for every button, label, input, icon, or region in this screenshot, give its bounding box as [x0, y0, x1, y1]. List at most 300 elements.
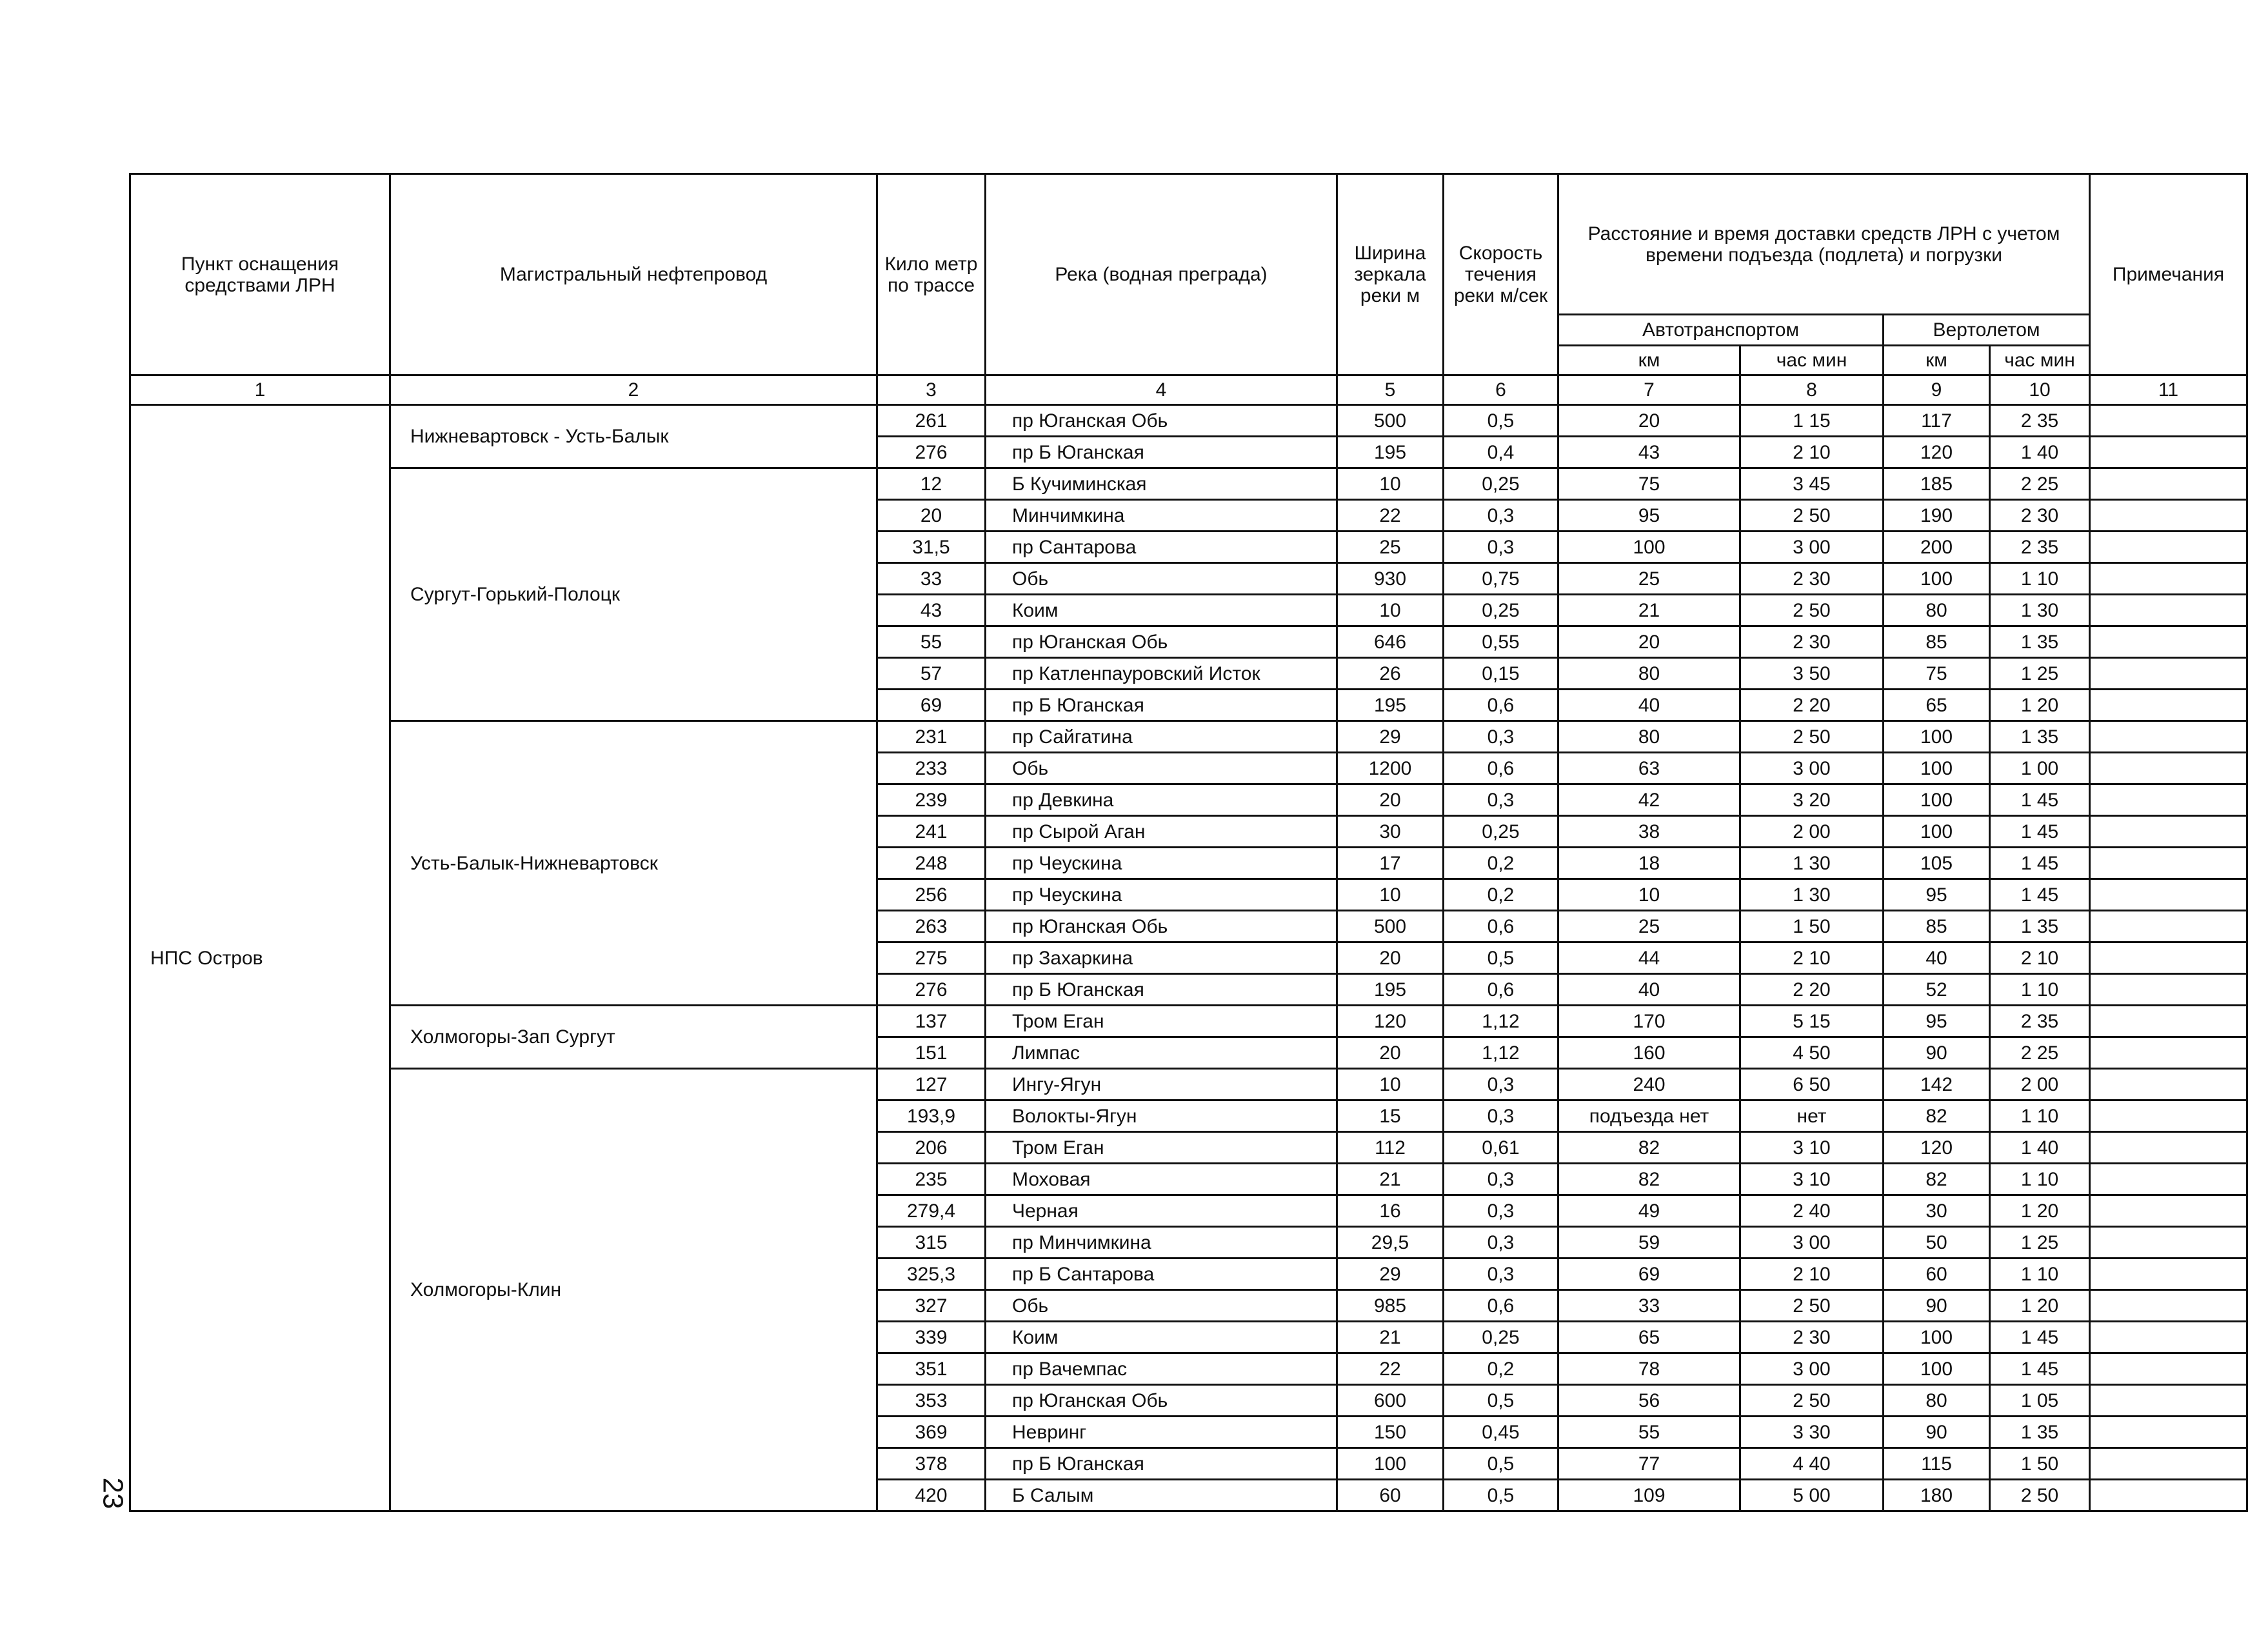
- auto-km-cell: 38: [1558, 816, 1740, 848]
- notes-cell: [2090, 879, 2247, 911]
- heli-km-cell: 120: [1884, 437, 1990, 468]
- width-cell: 20: [1337, 942, 1444, 974]
- river-cell: пр Девкина: [986, 784, 1337, 816]
- header-time-unit-1: час мин: [1740, 346, 1884, 375]
- width-cell: 10: [1337, 468, 1444, 500]
- heli-time-cell: 1 05: [1990, 1385, 2090, 1417]
- heli-km-cell: 185: [1884, 468, 1990, 500]
- header-km-unit-1: км: [1558, 346, 1740, 375]
- speed-cell: 0,6: [1444, 911, 1558, 942]
- river-cell: пр Юганская Обь: [986, 626, 1337, 658]
- notes-cell: [2090, 1069, 2247, 1100]
- header-km-unit-2: км: [1884, 346, 1990, 375]
- heli-time-cell: 2 50: [1990, 1480, 2090, 1511]
- notes-cell: [2090, 1037, 2247, 1069]
- km-cell: 248: [877, 848, 986, 879]
- speed-cell: 0,5: [1444, 1448, 1558, 1480]
- auto-km-cell: 20: [1558, 405, 1740, 437]
- heli-km-cell: 95: [1884, 1006, 1990, 1037]
- speed-cell: 0,3: [1444, 500, 1558, 532]
- speed-cell: 0,3: [1444, 1069, 1558, 1100]
- width-cell: 22: [1337, 1353, 1444, 1385]
- auto-time-cell: 3 00: [1740, 1227, 1884, 1259]
- speed-cell: 0,5: [1444, 1480, 1558, 1511]
- speed-cell: 0,6: [1444, 753, 1558, 784]
- width-cell: 21: [1337, 1322, 1444, 1353]
- auto-km-cell: 78: [1558, 1353, 1740, 1385]
- notes-cell: [2090, 468, 2247, 500]
- river-cell: Волокты-Ягун: [986, 1100, 1337, 1132]
- km-cell: 325,3: [877, 1259, 986, 1290]
- speed-cell: 0,2: [1444, 879, 1558, 911]
- column-number: 9: [1884, 375, 1990, 405]
- km-cell: 20: [877, 500, 986, 532]
- river-cell: пр Б Юганская: [986, 1448, 1337, 1480]
- header-heli: Вертолетом: [1884, 315, 2090, 346]
- auto-time-cell: 2 50: [1740, 595, 1884, 626]
- heli-km-cell: 200: [1884, 532, 1990, 563]
- width-cell: 25: [1337, 532, 1444, 563]
- heli-time-cell: 2 35: [1990, 1006, 2090, 1037]
- width-cell: 22: [1337, 500, 1444, 532]
- auto-km-cell: 80: [1558, 658, 1740, 690]
- notes-cell: [2090, 1259, 2247, 1290]
- notes-cell: [2090, 563, 2247, 595]
- km-cell: 351: [877, 1353, 986, 1385]
- km-cell: 33: [877, 563, 986, 595]
- km-cell: 263: [877, 911, 986, 942]
- notes-cell: [2090, 1227, 2247, 1259]
- page-number: 23: [97, 1477, 129, 1509]
- heli-time-cell: 1 10: [1990, 974, 2090, 1006]
- km-cell: 43: [877, 595, 986, 626]
- heli-km-cell: 80: [1884, 595, 1990, 626]
- auto-time-cell: 3 50: [1740, 658, 1884, 690]
- column-number: 6: [1444, 375, 1558, 405]
- speed-cell: 0,2: [1444, 1353, 1558, 1385]
- heli-km-cell: 82: [1884, 1164, 1990, 1195]
- heli-km-cell: 65: [1884, 690, 1990, 721]
- heli-time-cell: 1 35: [1990, 721, 2090, 753]
- width-cell: 10: [1337, 879, 1444, 911]
- km-cell: 276: [877, 437, 986, 468]
- heli-time-cell: 1 10: [1990, 1100, 2090, 1132]
- heli-time-cell: 1 25: [1990, 1227, 2090, 1259]
- width-cell: 26: [1337, 658, 1444, 690]
- point-name: НПС Остров: [130, 405, 390, 1511]
- table-row: [130, 468, 2247, 500]
- speed-cell: 0,6: [1444, 690, 1558, 721]
- width-cell: 29: [1337, 721, 1444, 753]
- speed-cell: 0,3: [1444, 784, 1558, 816]
- heli-km-cell: 85: [1884, 626, 1990, 658]
- heli-time-cell: 1 25: [1990, 658, 2090, 690]
- km-cell: 193,9: [877, 1100, 986, 1132]
- auto-time-cell: 2 10: [1740, 1259, 1884, 1290]
- notes-cell: [2090, 974, 2247, 1006]
- km-cell: 57: [877, 658, 986, 690]
- auto-time-cell: 3 00: [1740, 1353, 1884, 1385]
- km-cell: 55: [877, 626, 986, 658]
- width-cell: 500: [1337, 911, 1444, 942]
- width-cell: 29: [1337, 1259, 1444, 1290]
- width-cell: 195: [1337, 437, 1444, 468]
- river-cell: Обь: [986, 1290, 1337, 1322]
- auto-km-cell: подъезда нет: [1558, 1100, 1740, 1132]
- auto-time-cell: 2 00: [1740, 816, 1884, 848]
- header-point: Пункт оснащения средствами ЛРН: [130, 174, 390, 375]
- heli-time-cell: 1 45: [1990, 784, 2090, 816]
- auto-time-cell: 3 10: [1740, 1164, 1884, 1195]
- notes-cell: [2090, 721, 2247, 753]
- notes-cell: [2090, 911, 2247, 942]
- width-cell: 195: [1337, 690, 1444, 721]
- heli-km-cell: 190: [1884, 500, 1990, 532]
- width-cell: 500: [1337, 405, 1444, 437]
- auto-km-cell: 80: [1558, 721, 1740, 753]
- auto-time-cell: 2 50: [1740, 1290, 1884, 1322]
- width-cell: 17: [1337, 848, 1444, 879]
- heli-km-cell: 40: [1884, 942, 1990, 974]
- width-cell: 150: [1337, 1417, 1444, 1448]
- notes-cell: [2090, 405, 2247, 437]
- pipeline-name: Нижневартовск - Усть-Балык: [390, 405, 877, 468]
- heli-time-cell: 2 10: [1990, 942, 2090, 974]
- notes-cell: [2090, 848, 2247, 879]
- heli-time-cell: 1 30: [1990, 595, 2090, 626]
- river-crossings-table: [129, 173, 2248, 1512]
- width-cell: 29,5: [1337, 1227, 1444, 1259]
- auto-km-cell: 40: [1558, 690, 1740, 721]
- heli-time-cell: 1 35: [1990, 626, 2090, 658]
- speed-cell: 0,55: [1444, 626, 1558, 658]
- river-cell: Тром Еган: [986, 1006, 1337, 1037]
- km-cell: 420: [877, 1480, 986, 1511]
- auto-km-cell: 18: [1558, 848, 1740, 879]
- km-cell: 231: [877, 721, 986, 753]
- km-cell: 275: [877, 942, 986, 974]
- heli-time-cell: 1 45: [1990, 816, 2090, 848]
- table-row: [130, 1069, 2247, 1100]
- river-cell: пр Сырой Аган: [986, 816, 1337, 848]
- auto-time-cell: 3 20: [1740, 784, 1884, 816]
- river-cell: Тром Еган: [986, 1132, 1337, 1164]
- speed-cell: 0,3: [1444, 1259, 1558, 1290]
- km-cell: 137: [877, 1006, 986, 1037]
- heli-km-cell: 75: [1884, 658, 1990, 690]
- heli-km-cell: 100: [1884, 1353, 1990, 1385]
- heli-km-cell: 142: [1884, 1069, 1990, 1100]
- speed-cell: 0,25: [1444, 1322, 1558, 1353]
- notes-cell: [2090, 942, 2247, 974]
- auto-km-cell: 40: [1558, 974, 1740, 1006]
- auto-time-cell: 4 50: [1740, 1037, 1884, 1069]
- auto-time-cell: нет: [1740, 1100, 1884, 1132]
- column-number: 2: [390, 375, 877, 405]
- km-cell: 378: [877, 1448, 986, 1480]
- heli-time-cell: 1 45: [1990, 879, 2090, 911]
- auto-km-cell: 25: [1558, 563, 1740, 595]
- auto-km-cell: 75: [1558, 468, 1740, 500]
- width-cell: 60: [1337, 1480, 1444, 1511]
- notes-cell: [2090, 532, 2247, 563]
- width-cell: 20: [1337, 784, 1444, 816]
- column-number: 11: [2090, 375, 2247, 405]
- width-cell: 100: [1337, 1448, 1444, 1480]
- auto-km-cell: 109: [1558, 1480, 1740, 1511]
- heli-time-cell: 1 10: [1990, 1164, 2090, 1195]
- notes-cell: [2090, 658, 2247, 690]
- notes-cell: [2090, 690, 2247, 721]
- river-cell: Обь: [986, 753, 1337, 784]
- auto-km-cell: 240: [1558, 1069, 1740, 1100]
- km-cell: 241: [877, 816, 986, 848]
- width-cell: 600: [1337, 1385, 1444, 1417]
- speed-cell: 0,25: [1444, 816, 1558, 848]
- river-cell: пр Захаркина: [986, 942, 1337, 974]
- river-cell: пр Чеускина: [986, 848, 1337, 879]
- heli-km-cell: 30: [1884, 1195, 1990, 1227]
- river-cell: Обь: [986, 563, 1337, 595]
- heli-time-cell: 1 20: [1990, 1195, 2090, 1227]
- river-cell: Коим: [986, 1322, 1337, 1353]
- auto-time-cell: 1 30: [1740, 848, 1884, 879]
- km-cell: 127: [877, 1069, 986, 1100]
- speed-cell: 0,6: [1444, 974, 1558, 1006]
- speed-cell: 0,5: [1444, 942, 1558, 974]
- notes-cell: [2090, 816, 2247, 848]
- header-width: Ширина зеркала реки м: [1337, 174, 1444, 375]
- river-cell: Минчимкина: [986, 500, 1337, 532]
- heli-km-cell: 100: [1884, 816, 1990, 848]
- auto-time-cell: 4 40: [1740, 1448, 1884, 1480]
- speed-cell: 0,3: [1444, 1195, 1558, 1227]
- auto-time-cell: 2 50: [1740, 1385, 1884, 1417]
- auto-km-cell: 82: [1558, 1132, 1740, 1164]
- notes-cell: [2090, 753, 2247, 784]
- river-cell: пр Вачемпас: [986, 1353, 1337, 1385]
- km-cell: 276: [877, 974, 986, 1006]
- auto-time-cell: 3 30: [1740, 1417, 1884, 1448]
- heli-time-cell: 1 50: [1990, 1448, 2090, 1480]
- header-km: Кило метр по трассе: [877, 174, 986, 375]
- table-row: [130, 405, 2247, 437]
- header-speed: Скорость течения реки м/сек: [1444, 174, 1558, 375]
- km-cell: 239: [877, 784, 986, 816]
- km-cell: 235: [877, 1164, 986, 1195]
- km-cell: 12: [877, 468, 986, 500]
- speed-cell: 0,5: [1444, 405, 1558, 437]
- width-cell: 21: [1337, 1164, 1444, 1195]
- auto-km-cell: 69: [1558, 1259, 1740, 1290]
- pipeline-name: Холмогоры-Клин: [390, 1069, 877, 1511]
- auto-time-cell: 1 15: [1740, 405, 1884, 437]
- heli-time-cell: 2 25: [1990, 468, 2090, 500]
- km-cell: 233: [877, 753, 986, 784]
- river-cell: пр Б Сантарова: [986, 1259, 1337, 1290]
- auto-km-cell: 100: [1558, 532, 1740, 563]
- speed-cell: 0,45: [1444, 1417, 1558, 1448]
- heli-time-cell: 1 20: [1990, 690, 2090, 721]
- width-cell: 10: [1337, 595, 1444, 626]
- speed-cell: 0,3: [1444, 1227, 1558, 1259]
- speed-cell: 0,75: [1444, 563, 1558, 595]
- heli-km-cell: 100: [1884, 721, 1990, 753]
- heli-km-cell: 85: [1884, 911, 1990, 942]
- auto-time-cell: 3 10: [1740, 1132, 1884, 1164]
- notes-cell: [2090, 1417, 2247, 1448]
- km-cell: 261: [877, 405, 986, 437]
- km-cell: 256: [877, 879, 986, 911]
- heli-time-cell: 1 20: [1990, 1290, 2090, 1322]
- km-cell: 151: [877, 1037, 986, 1069]
- auto-km-cell: 43: [1558, 437, 1740, 468]
- column-number: 3: [877, 375, 986, 405]
- river-cell: Б Салым: [986, 1480, 1337, 1511]
- notes-cell: [2090, 1164, 2247, 1195]
- column-number: 4: [986, 375, 1337, 405]
- auto-km-cell: 82: [1558, 1164, 1740, 1195]
- heli-km-cell: 115: [1884, 1448, 1990, 1480]
- heli-km-cell: 105: [1884, 848, 1990, 879]
- auto-time-cell: 2 20: [1740, 690, 1884, 721]
- auto-time-cell: 2 10: [1740, 437, 1884, 468]
- column-number: 10: [1990, 375, 2090, 405]
- speed-cell: 1,12: [1444, 1037, 1558, 1069]
- river-cell: Моховая: [986, 1164, 1337, 1195]
- table-row: [130, 1006, 2247, 1037]
- width-cell: 195: [1337, 974, 1444, 1006]
- auto-km-cell: 25: [1558, 911, 1740, 942]
- pipeline-name: Холмогоры-Зап Сургут: [390, 1006, 877, 1069]
- heli-km-cell: 117: [1884, 405, 1990, 437]
- notes-cell: [2090, 437, 2247, 468]
- km-cell: 339: [877, 1322, 986, 1353]
- river-cell: пр Сантарова: [986, 532, 1337, 563]
- width-cell: 112: [1337, 1132, 1444, 1164]
- auto-km-cell: 170: [1558, 1006, 1740, 1037]
- auto-km-cell: 33: [1558, 1290, 1740, 1322]
- auto-time-cell: 2 10: [1740, 942, 1884, 974]
- column-number: 8: [1740, 375, 1884, 405]
- river-cell: пр Б Юганская: [986, 974, 1337, 1006]
- auto-time-cell: 2 30: [1740, 626, 1884, 658]
- river-cell: пр Б Юганская: [986, 690, 1337, 721]
- heli-time-cell: 2 00: [1990, 1069, 2090, 1100]
- km-cell: 279,4: [877, 1195, 986, 1227]
- speed-cell: 0,3: [1444, 1164, 1558, 1195]
- column-number: 1: [130, 375, 390, 405]
- river-cell: пр Б Юганская: [986, 437, 1337, 468]
- notes-cell: [2090, 626, 2247, 658]
- heli-km-cell: 50: [1884, 1227, 1990, 1259]
- auto-km-cell: 55: [1558, 1417, 1740, 1448]
- auto-km-cell: 95: [1558, 500, 1740, 532]
- auto-km-cell: 160: [1558, 1037, 1740, 1069]
- speed-cell: 0,61: [1444, 1132, 1558, 1164]
- width-cell: 30: [1337, 816, 1444, 848]
- speed-cell: 1,12: [1444, 1006, 1558, 1037]
- river-cell: пр Юганская Обь: [986, 911, 1337, 942]
- river-cell: пр Сайгатина: [986, 721, 1337, 753]
- width-cell: 985: [1337, 1290, 1444, 1322]
- river-cell: Черная: [986, 1195, 1337, 1227]
- header-auto: Автотранспортом: [1558, 315, 1884, 346]
- width-cell: 10: [1337, 1069, 1444, 1100]
- heli-time-cell: 2 30: [1990, 500, 2090, 532]
- notes-cell: [2090, 1385, 2247, 1417]
- auto-time-cell: 1 30: [1740, 879, 1884, 911]
- heli-km-cell: 90: [1884, 1417, 1990, 1448]
- auto-time-cell: 2 40: [1740, 1195, 1884, 1227]
- heli-time-cell: 1 10: [1990, 1259, 2090, 1290]
- pipeline-name: Сургут-Горький-Полоцк: [390, 468, 877, 721]
- heli-km-cell: 100: [1884, 563, 1990, 595]
- width-cell: 20: [1337, 1037, 1444, 1069]
- auto-km-cell: 10: [1558, 879, 1740, 911]
- notes-cell: [2090, 1132, 2247, 1164]
- notes-cell: [2090, 1290, 2247, 1322]
- auto-km-cell: 20: [1558, 626, 1740, 658]
- heli-time-cell: 2 25: [1990, 1037, 2090, 1069]
- notes-cell: [2090, 500, 2247, 532]
- speed-cell: 0,2: [1444, 848, 1558, 879]
- river-cell: Коим: [986, 595, 1337, 626]
- heli-km-cell: 52: [1884, 974, 1990, 1006]
- heli-time-cell: 1 45: [1990, 848, 2090, 879]
- column-number: 5: [1337, 375, 1444, 405]
- speed-cell: 0,5: [1444, 1385, 1558, 1417]
- notes-cell: [2090, 1006, 2247, 1037]
- notes-cell: [2090, 784, 2247, 816]
- auto-time-cell: 6 50: [1740, 1069, 1884, 1100]
- river-cell: Невринг: [986, 1417, 1337, 1448]
- pipeline-name: Усть-Балык-Нижневартовск: [390, 721, 877, 1006]
- notes-cell: [2090, 1480, 2247, 1511]
- km-cell: 353: [877, 1385, 986, 1417]
- heli-km-cell: 82: [1884, 1100, 1990, 1132]
- heli-km-cell: 95: [1884, 879, 1990, 911]
- river-cell: Б Кучиминская: [986, 468, 1337, 500]
- header-pipeline: Магистральный нефтепровод: [390, 174, 877, 375]
- km-cell: 69: [877, 690, 986, 721]
- column-number: 7: [1558, 375, 1740, 405]
- km-cell: 369: [877, 1417, 986, 1448]
- header-notes: Примечания: [2090, 174, 2247, 375]
- heli-km-cell: 180: [1884, 1480, 1990, 1511]
- auto-time-cell: 2 30: [1740, 563, 1884, 595]
- auto-time-cell: 5 15: [1740, 1006, 1884, 1037]
- heli-time-cell: 1 35: [1990, 1417, 2090, 1448]
- heli-time-cell: 1 00: [1990, 753, 2090, 784]
- table-body: [130, 405, 2247, 1511]
- heli-km-cell: 120: [1884, 1132, 1990, 1164]
- width-cell: 120: [1337, 1006, 1444, 1037]
- km-cell: 315: [877, 1227, 986, 1259]
- auto-km-cell: 63: [1558, 753, 1740, 784]
- header-delivery: Расстояние и время доставки средств ЛРН с учетом времени подъезда (подлета) и погрузки: [1558, 174, 2090, 315]
- auto-km-cell: 65: [1558, 1322, 1740, 1353]
- auto-time-cell: 2 50: [1740, 500, 1884, 532]
- heli-time-cell: 1 35: [1990, 911, 2090, 942]
- river-cell: Ингу-Ягун: [986, 1069, 1337, 1100]
- width-cell: 930: [1337, 563, 1444, 595]
- speed-cell: 0,3: [1444, 532, 1558, 563]
- table-row: [130, 721, 2247, 753]
- speed-cell: 0,6: [1444, 1290, 1558, 1322]
- heli-km-cell: 90: [1884, 1037, 1990, 1069]
- column-number-row: [130, 375, 2247, 405]
